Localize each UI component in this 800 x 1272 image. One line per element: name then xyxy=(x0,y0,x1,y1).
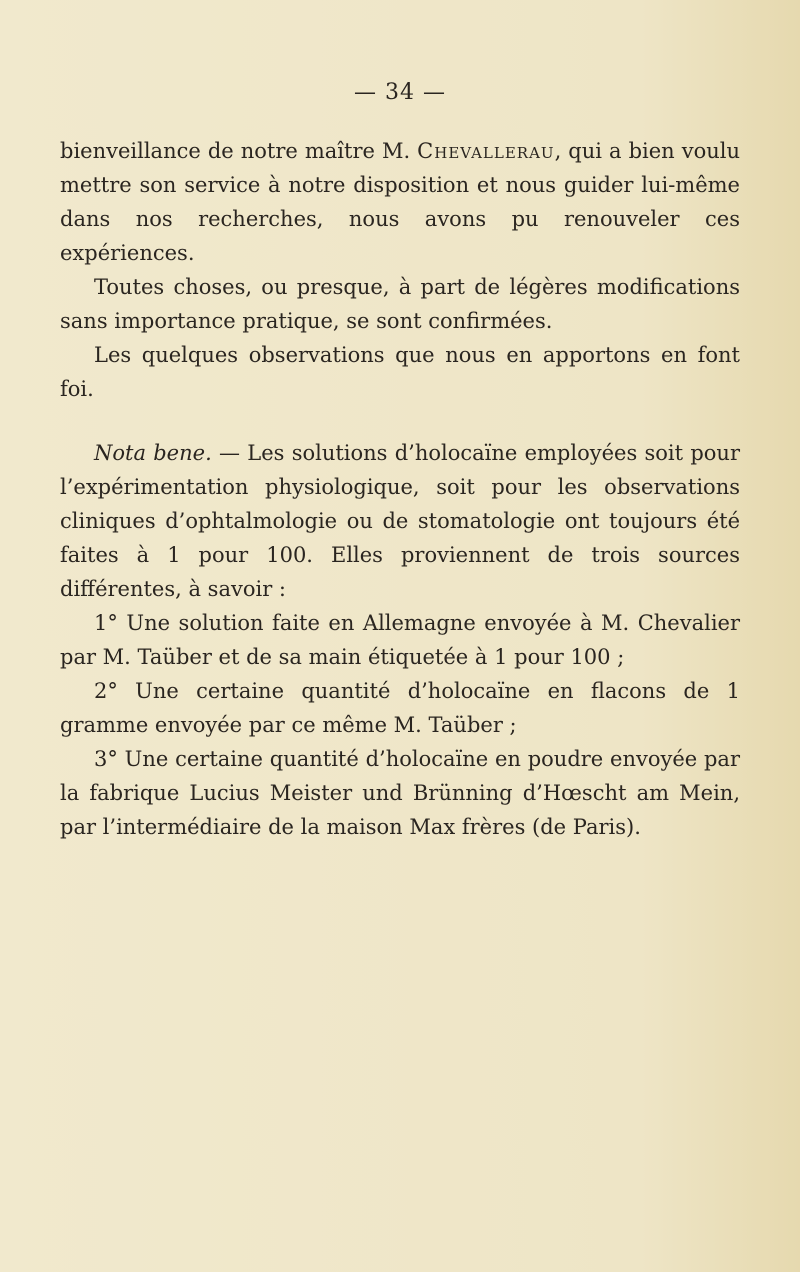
nota-bene-text: — Les solutions d’holocaïne employées soit pour l’expérimentation physiologique, soit pour les observations cliniques d’ophtalmologie ou de stomatologie ont toujours été faites à 1 pour 100. Elles proviennent de trois sources différentes, à savoir : xyxy=(60,441,740,601)
author-name: Chevallerau xyxy=(417,139,555,163)
page-number: — 34 — xyxy=(354,80,446,105)
nota-bene-paragraph xyxy=(60,436,740,606)
list-item-1: 1° Une solution faite en Allemagne envoyée à M. Chevalier par M. Taüber et de sa main étiquetée à 1 pour 100 ; xyxy=(60,611,740,669)
list-item-2: 2° Une certaine quantité d’holocaïne en flacons de 1 gramme envoyée par ce même M. Taüber ; xyxy=(60,679,740,737)
paragraph-1-end: , qui a bien voulu mettre son service à notre disposition et nous guider lui-même dans nos recherches, nous avons pu renouveler ces expériences. xyxy=(60,139,740,265)
paragraph-1-start: bienveillance de notre maître M. xyxy=(60,139,418,163)
paragraph-1 xyxy=(60,134,740,270)
body-text xyxy=(60,134,740,844)
paragraph-2: Toutes choses, ou presque, à part de légères modifications sans importance pratique, se sont confirmées. xyxy=(60,275,740,333)
paragraph-3: Les quelques observations que nous en apportons en font foi. xyxy=(60,343,740,401)
list-item-3: 3° Une certaine quantité d’holocaïne en poudre envoyée par la fabrique Lucius Meister und Brünning d’Hœscht am Mein, par l’intermédiaire de la maison Max frères (de Paris). xyxy=(60,747,740,839)
nota-bene-label: Nota bene. xyxy=(94,441,212,465)
